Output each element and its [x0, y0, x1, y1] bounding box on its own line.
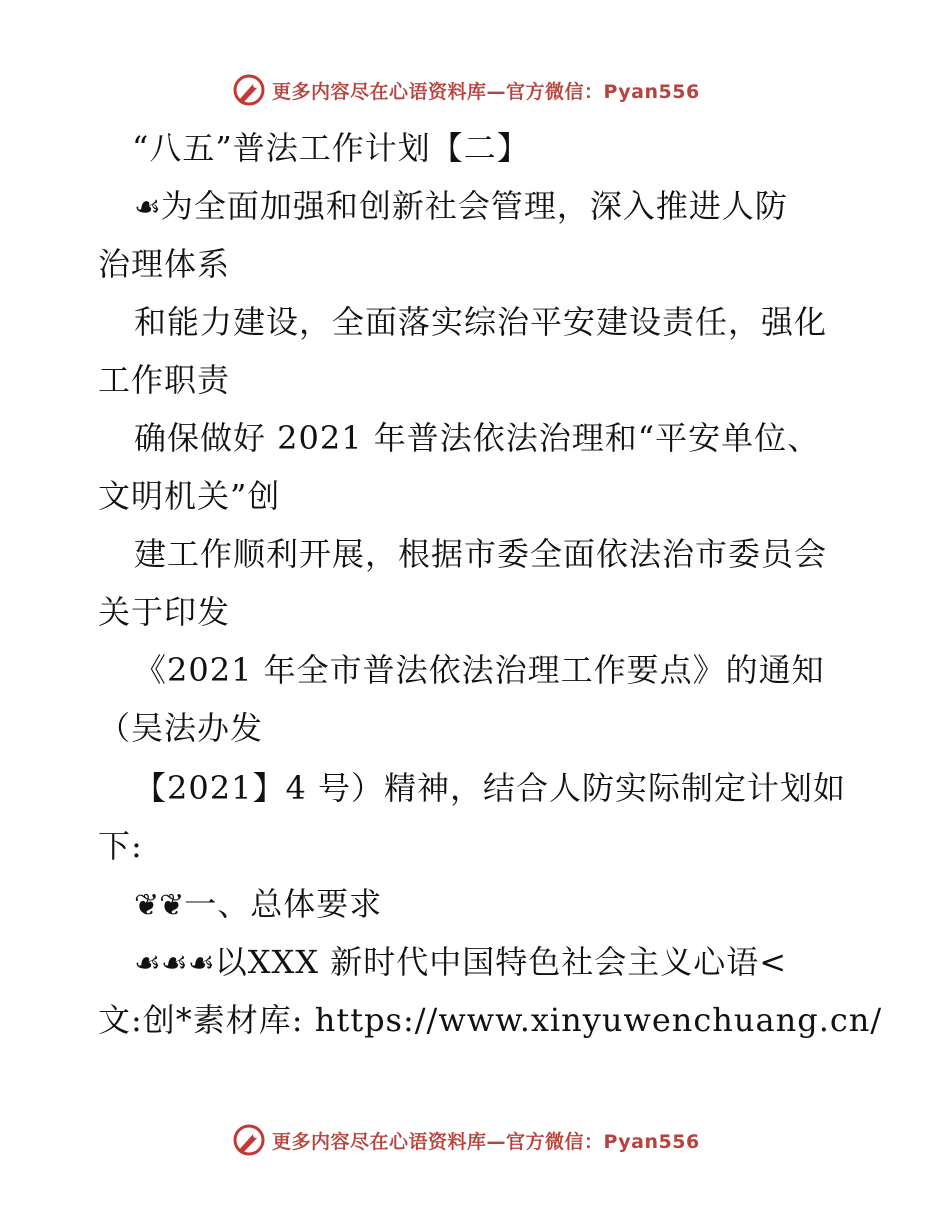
swirl-ornament-icon: ❦	[159, 888, 183, 923]
pen-logo-icon	[232, 1123, 266, 1157]
watermark-text: 更多内容尽在心语资料库—官方微信：Pyan556	[272, 1130, 700, 1153]
paragraph-line: 和能力建设，全面落实综治平安建设责任，强化	[134, 303, 828, 341]
paragraph-line: ☙为全面加强和创新社会管理，深入推进人防	[134, 186, 788, 228]
paragraph-line: 确保做好 2021 年普法依法治理和“平安单位、	[134, 419, 821, 457]
leaf-ornament-icon: ☙	[134, 190, 159, 225]
leaf-ornament-icon: ☙	[134, 946, 159, 981]
paragraph-line: 关于印发	[98, 593, 231, 631]
paragraph-line: 【2021】4 号）精神，结合人防实际制定计划如	[134, 769, 846, 807]
paragraph-line: ☙☙☙以XXX 新时代中国特色社会主义心语<	[134, 942, 787, 984]
paragraph-line: （吴法办发	[98, 709, 264, 747]
leaf-ornament-icon: ☙	[187, 946, 213, 981]
watermark-banner-bottom	[232, 1120, 752, 1160]
paragraph-line: 建工作顺利开展，根据市委全面依法治市委员会	[134, 535, 828, 573]
paragraph-line: 治理体系	[98, 245, 231, 283]
section-heading: ❦❦一、总体要求	[134, 884, 382, 926]
pen-logo-icon	[232, 73, 266, 107]
paragraph-line: 文:创*素材库: https://www.xinyuwenchuang.cn/	[98, 1001, 883, 1039]
swirl-ornament-icon: ❦	[134, 888, 158, 923]
document-title: “八五”普法工作计划【二】	[132, 129, 530, 167]
leaf-ornament-icon: ☙	[160, 946, 186, 981]
watermark-banner-top	[232, 70, 752, 110]
paragraph-line: 文明机关”创	[98, 477, 281, 515]
paragraph-line: 工作职责	[98, 361, 231, 399]
watermark-text: 更多内容尽在心语资料库—官方微信：Pyan556	[272, 80, 700, 103]
paragraph-line: 下:	[98, 827, 143, 865]
paragraph-line: 《2021 年全市普法依法治理工作要点》的通知	[134, 651, 825, 689]
